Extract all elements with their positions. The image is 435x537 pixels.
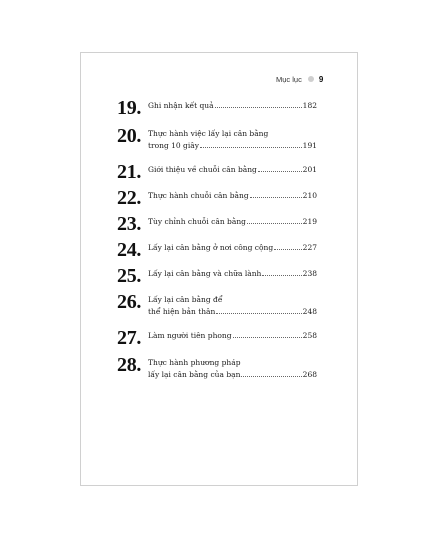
toc-entry-25 — [117, 266, 317, 286]
toc-entry-26 — [117, 292, 317, 318]
chapter-page: 201 — [302, 165, 317, 174]
chapter-title-cont: trong 10 giây — [148, 141, 199, 150]
dot-leader — [233, 337, 302, 338]
chapter-title: Giới thiệu về chuỗi cân bằng — [148, 165, 257, 174]
toc-entry-24 — [117, 240, 317, 260]
chapter-title-cont: thể hiện bản thân — [148, 307, 216, 316]
section-title: Mục lục — [276, 74, 302, 84]
chapter-title: Làm người tiên phong — [148, 331, 232, 340]
toc-entry-22 — [117, 188, 317, 208]
chapter-number: 28. — [117, 354, 142, 376]
chapter-page: 258 — [302, 331, 317, 340]
chapter-number: 21. — [117, 161, 142, 183]
chapter-title: Thực hành việc lấy lại cân bằng — [148, 129, 269, 138]
chapter-number: 24. — [117, 239, 142, 261]
bullet-dot-icon — [308, 76, 314, 82]
dot-leader — [216, 313, 301, 314]
chapter-page: 248 — [302, 307, 317, 316]
chapter-number: 27. — [117, 327, 142, 349]
dot-leader — [247, 223, 302, 224]
dot-leader — [250, 197, 302, 198]
dot-leader — [215, 107, 302, 108]
toc-entry-20 — [117, 126, 317, 152]
chapter-page: 268 — [302, 370, 317, 379]
chapter-title: Thực hành chuỗi cân bằng — [148, 191, 249, 200]
toc-entry-21 — [117, 162, 317, 182]
chapter-number: 20. — [117, 125, 142, 147]
toc-entry-27 — [117, 328, 317, 348]
toc-entry-28 — [117, 355, 317, 381]
chapter-title: Lấy lại cân bằng ở nơi công cộng — [148, 243, 274, 252]
chapter-page: 182 — [302, 101, 317, 110]
chapter-number: 23. — [117, 213, 142, 235]
chapter-page: 191 — [302, 141, 317, 150]
toc-entry-23 — [117, 214, 317, 234]
chapter-title: Lấy lại cân bằng và chữa lành — [148, 269, 262, 278]
dot-leader — [200, 147, 302, 148]
running-header — [276, 73, 323, 85]
chapter-page: 210 — [302, 191, 317, 200]
chapter-number: 22. — [117, 187, 142, 209]
chapter-title: Tùy chỉnh chuỗi cân bằng — [148, 217, 246, 226]
dot-leader — [274, 249, 302, 250]
dot-leader — [241, 376, 301, 377]
chapter-title: Lấy lại cân bằng để — [148, 295, 223, 304]
page-number: 9 — [318, 74, 324, 84]
chapter-number: 25. — [117, 265, 142, 287]
chapter-title-cont: lấy lại cân bằng của bạn — [148, 370, 241, 379]
chapter-page: 219 — [302, 217, 317, 226]
dot-leader — [262, 275, 301, 276]
dot-leader — [258, 171, 302, 172]
chapter-title: Ghi nhận kết quả — [148, 101, 214, 110]
toc-entry-19 — [117, 98, 317, 118]
chapter-page: 227 — [302, 243, 317, 252]
chapter-number: 19. — [117, 97, 142, 119]
chapter-page: 238 — [302, 269, 317, 278]
chapter-number: 26. — [117, 291, 142, 313]
chapter-title: Thực hành phương pháp — [148, 358, 241, 367]
